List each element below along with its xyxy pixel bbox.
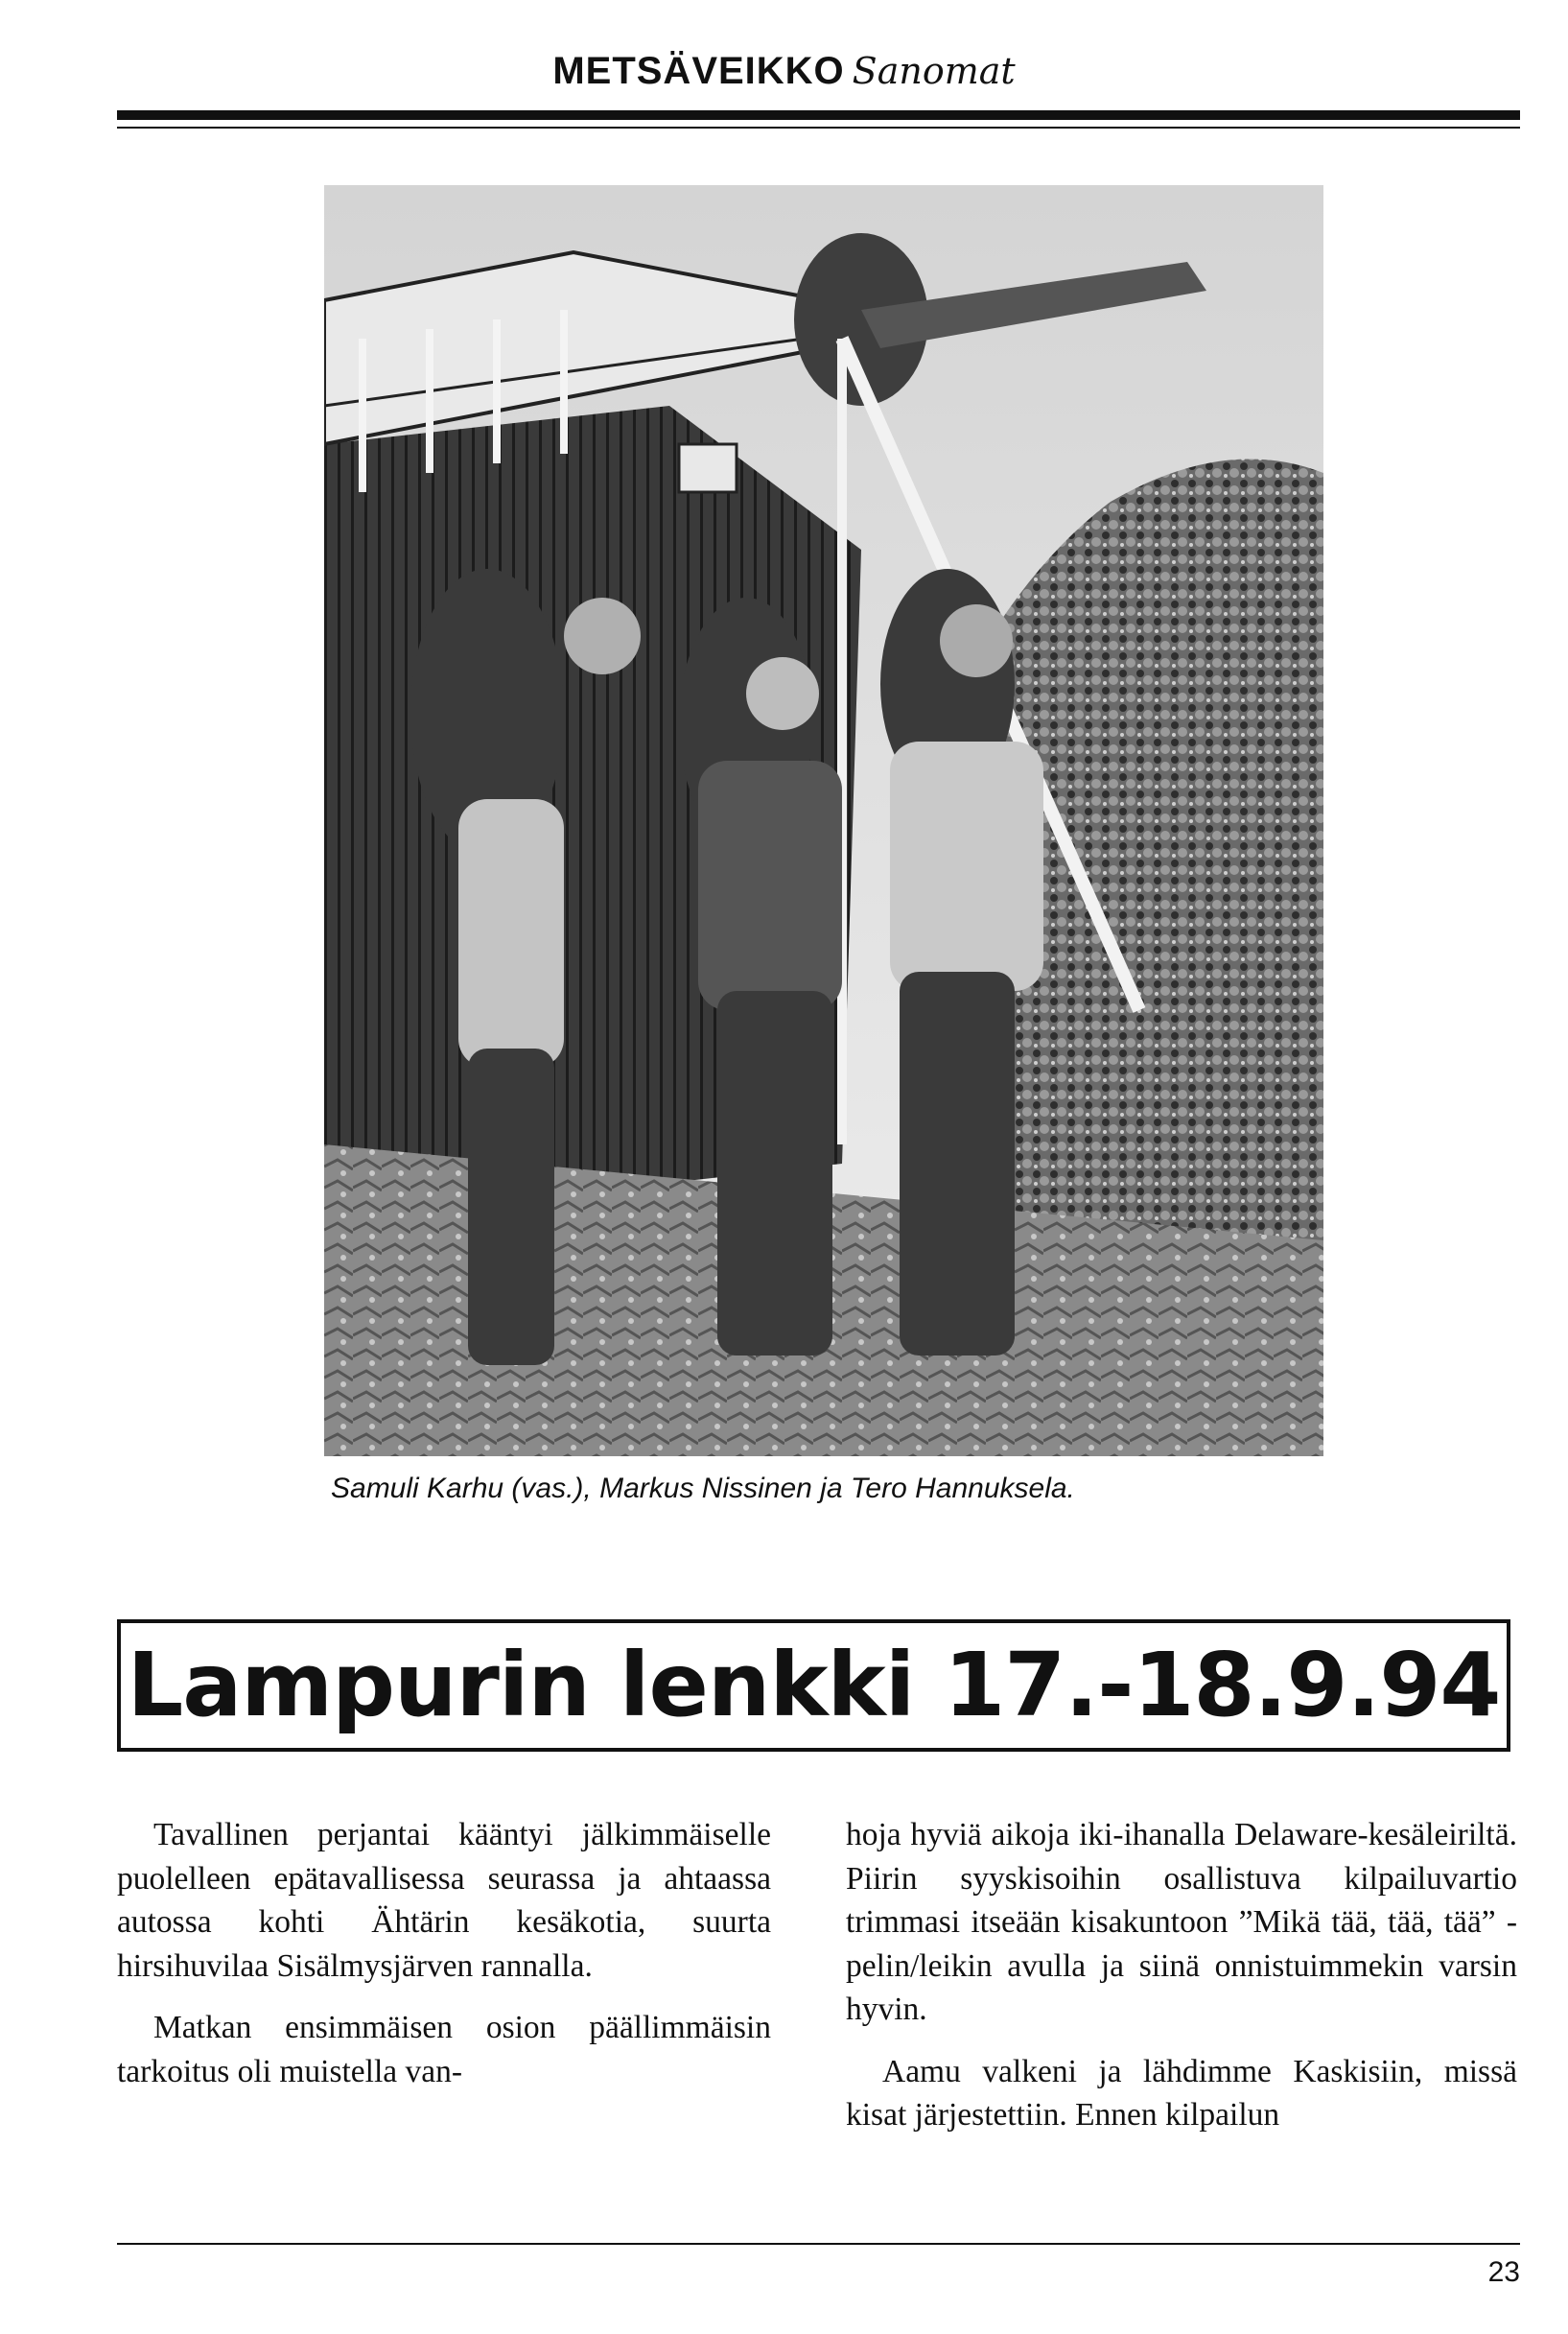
masthead bbox=[0, 50, 1568, 93]
photo-caption: Samuli Karhu (vas.), Markus Nissinen ja Tero Hannuksela. bbox=[331, 1473, 1075, 1504]
masthead-rule-thin bbox=[117, 127, 1520, 129]
article-photo bbox=[324, 185, 1323, 1456]
masthead-title: METSÄVEIKKO bbox=[552, 50, 845, 92]
paragraph: Matkan ensimmäisen osion päällimmäisin tarkoitus oli muistella van- bbox=[117, 2010, 771, 2089]
page-number: 23 bbox=[1487, 2256, 1520, 2288]
paragraph: Aamu valkeni ja lähdimme Kaskisiin, missä kisat järjestettiin. Ennen kilpailun bbox=[846, 2053, 1517, 2133]
paragraph: hoja hyviä aikoja iki-ihanalla Delaware-kesäleiriltä. Piirin syyskisoihin osallistuva kilpailuvartio trimmasi itseään kisakuntoon ”Mikä tää, tää, tää” -pelin/leikin avulla ja siinä onnistuimmekin varsin hyvin. bbox=[846, 1817, 1517, 2027]
footer-rule bbox=[117, 2243, 1520, 2245]
masthead-script-title: Sanomat bbox=[852, 50, 1016, 92]
paragraph: Tavallinen perjantai kääntyi jälkimmäiselle puolelleen epätavallisessa seurassa ja ahtaassa autossa kohti Ähtärin kesäkotia, suurta hirsihuvilaa Sisälmysjärven rannalla. bbox=[117, 1817, 771, 1984]
article-column-left bbox=[117, 1813, 771, 2111]
article-column-right bbox=[846, 1813, 1517, 2156]
article-headline: Lampurin lenkki 17.-18.9.94 bbox=[127, 1634, 1501, 1736]
masthead-rule-thick bbox=[117, 110, 1520, 120]
headline-box bbox=[117, 1619, 1510, 1752]
